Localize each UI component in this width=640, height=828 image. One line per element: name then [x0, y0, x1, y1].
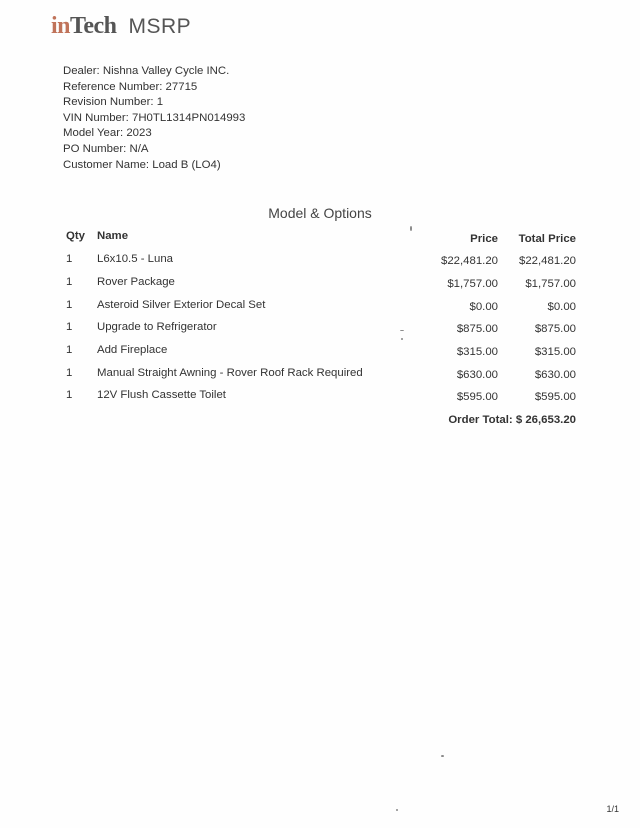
- name-cell: Asteroid Silver Exterior Decal Set: [97, 299, 266, 311]
- info-line: Reference Number: 27715: [63, 80, 198, 93]
- price-cell: $595.00: [456, 391, 498, 403]
- page-number: 1/1: [606, 804, 619, 814]
- price-cell: $875.00: [456, 323, 498, 335]
- column-header-total-price: Total Price: [518, 233, 576, 245]
- qty-cell: 1: [66, 344, 73, 356]
- qty-cell: 1: [66, 389, 73, 401]
- info-line: VIN Number: 7H0TL1314PN014993: [63, 111, 246, 124]
- qty-cell: 1: [66, 253, 73, 265]
- header: [51, 14, 191, 39]
- name-cell: Upgrade to Refrigerator: [97, 321, 217, 333]
- info-line: Customer Name: Load B (LO4): [63, 158, 221, 171]
- intech-logo: [51, 14, 116, 38]
- price-cell: $630.00: [456, 369, 498, 381]
- total-price-cell: $22,481.20: [518, 255, 576, 267]
- column-header-qty: Qty: [66, 230, 85, 242]
- name-cell: Rover Package: [97, 276, 175, 288]
- scan-speck: [401, 338, 403, 340]
- total-price-cell: $875.00: [534, 323, 576, 335]
- scan-speck: [400, 330, 404, 331]
- total-price-cell: $630.00: [534, 369, 576, 381]
- price-cell: $0.00: [469, 301, 498, 313]
- info-line: Revision Number: 1: [63, 96, 164, 109]
- section-title: Model & Options: [268, 205, 372, 221]
- total-price-cell: $0.00: [547, 301, 576, 313]
- column-header-price: Price: [470, 233, 498, 245]
- name-cell: Manual Straight Awning - Rover Roof Rack Required: [97, 367, 363, 379]
- price-cell: $1,757.00: [447, 278, 498, 290]
- scan-speck: [396, 809, 398, 811]
- info-line: Model Year: 2023: [63, 127, 152, 140]
- info-line: PO Number: N/A: [63, 142, 149, 155]
- total-price-cell: $595.00: [534, 391, 576, 403]
- total-price-cell: $1,757.00: [525, 278, 576, 290]
- total-price-cell: $315.00: [534, 346, 576, 358]
- order-info-block: [63, 64, 245, 173]
- logo-in-text: in: [51, 13, 71, 39]
- qty-cell: 1: [66, 299, 73, 311]
- document-title: MSRP: [128, 15, 192, 38]
- name-cell: 12V Flush Cassette Toilet: [97, 389, 226, 401]
- order-total: Order Total: $ 26,653.20: [448, 414, 576, 426]
- column-header-name: Name: [97, 230, 129, 242]
- name-cell: L6x10.5 - Luna: [97, 253, 173, 265]
- scan-speck: [441, 755, 444, 757]
- qty-cell: 1: [66, 367, 73, 379]
- qty-cell: 1: [66, 276, 73, 288]
- info-line: Dealer: Nishna Valley Cycle INC.: [63, 65, 230, 77]
- name-cell: Add Fireplace: [97, 344, 168, 356]
- scan-speck: [410, 226, 412, 231]
- price-cell: $315.00: [456, 346, 498, 358]
- price-cell: $22,481.20: [440, 255, 498, 267]
- qty-cell: 1: [66, 321, 73, 333]
- logo-tech-text: Tech: [70, 13, 117, 39]
